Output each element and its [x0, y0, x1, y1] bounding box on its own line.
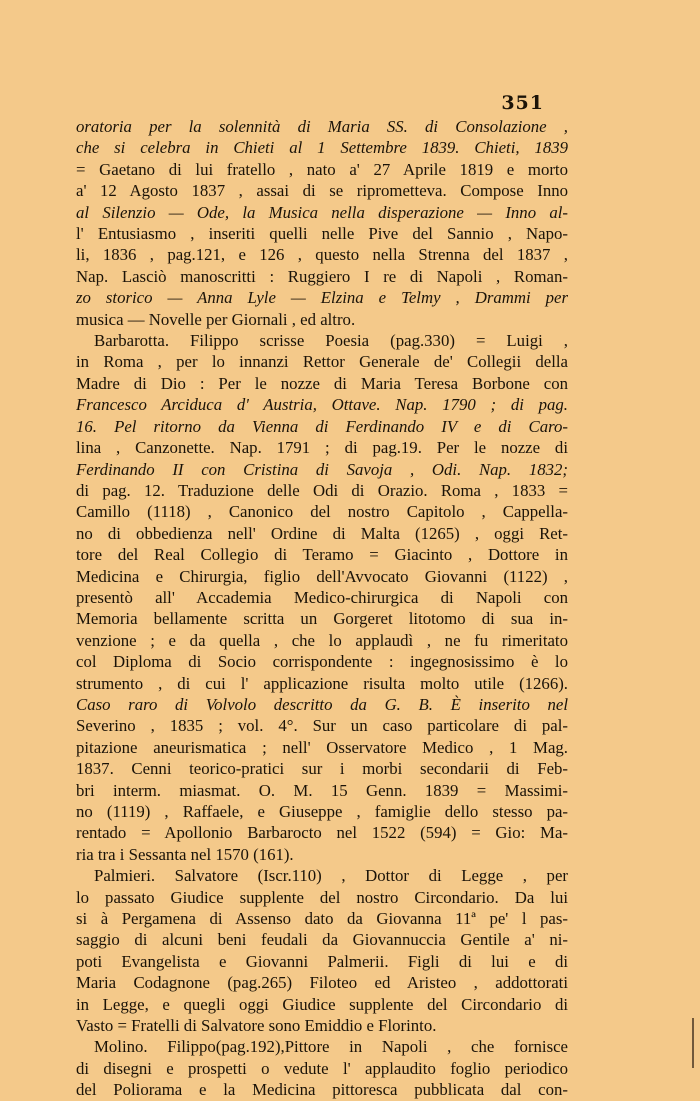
paragraph-1 — [76, 116, 568, 330]
text-line: musica — Novelle per Giornali , ed altro. — [76, 309, 356, 329]
text-line: Memoria bellamente scritta un Gorgeret litotomo di sua in- — [76, 609, 568, 629]
paragraph-3 — [76, 865, 568, 1036]
text-line: a' 12 Agosto 1837 , assai di se riprometteva. Compose Inno — [76, 181, 568, 201]
text-line: oratoria per la solennità di Maria SS. di Consolazione , — [76, 117, 568, 136]
text-line: 1837. Cenni teorico-pratici sur i morbi secondarii di Feb- — [76, 759, 568, 779]
text-line: al Silenzio — Ode, la Musica nella disperazione — Inno al- — [76, 202, 568, 222]
text-line: ria tra i Sessanta nel 1570 (161). — [76, 844, 294, 864]
text-line: tore del Real Collegio di Teramo = Giacinto , Dottore in — [76, 545, 568, 565]
text-line: saggio di alcuni beni feudali da Giovannuccia Gentile a' ni- — [76, 930, 568, 950]
text-line: no di obbedienza nell' Ordine di Malta (1265) , oggi Ret- — [76, 523, 568, 543]
text-line: Ferdinando II con Cristina di Savoja , Odi. Nap. 1832; — [76, 459, 568, 479]
text-line: Vasto = Fratelli di Salvatore sono Emiddio e Florinto. — [76, 1016, 437, 1036]
text-line: zo storico — Anna Lyle — Elzina e Telmy , Drammi per — [76, 288, 568, 308]
text-line: Caso raro di Volvolo descritto da G. B. È inserito nel — [76, 694, 568, 714]
text-line: di disegni e prospetti o vedute l' applaudito foglio periodico — [76, 1058, 568, 1078]
text-line: lo passato Giudice supplente del nostro Circondario. Da lui — [76, 887, 568, 907]
paragraph-4 — [76, 1036, 568, 1100]
text-line: Barbarotta. Filippo scrisse Poesia (pag.330) = Luigi , — [94, 331, 568, 351]
text-line: di pag. 12. Traduzione delle Odi di Orazio. Roma , 1833 = — [76, 480, 568, 500]
text-line: strumento , di cui l' applicazione risulta molto utile (1266). — [76, 673, 568, 693]
text-line: Severino , 1835 ; vol. 4°. Sur un caso particolare di pal- — [76, 716, 568, 736]
text-line: in Roma , per lo innanzi Rettor Generale de' Collegii della — [76, 352, 568, 372]
text-line: no (1119) , Raffaele, e Giuseppe , famiglie dello stesso pa- — [76, 802, 568, 821]
text-line: pitazione aneurismatica ; nell' Osservatore Medico , 1 Mag. — [76, 737, 568, 757]
text-line: del Poliorama e la Medicina pittoresca pubblicata dal con- — [76, 1080, 568, 1100]
text-line: Francesco Arciduca d' Austria, Ottave. Nap. 1790 ; di pag. — [76, 395, 568, 415]
text-line: Medicina e Chirurgia, figlio dell'Avvocato Giovanni (1122) , — [76, 566, 568, 586]
text-line: Madre di Dio : Per le nozze di Maria Teresa Borbone con — [76, 373, 568, 393]
text-line: che si celebra in Chieti al 1 Settembre 1839. Chieti, 1839 — [76, 138, 568, 158]
text-line: rentado = Apollonio Barbarocto nel 1522 (594) = Gio: Ma- — [76, 823, 568, 843]
text-line: in Legge, e quegli oggi Giudice supplente del Circondario di — [76, 994, 568, 1014]
text-line: Maria Codagnone (pag.265) Filoteo ed Aristeo , addottorati — [76, 973, 568, 993]
text-line: 16. Pel ritorno da Vienna di Ferdinando IV e di Caro- — [76, 416, 568, 436]
text-line: lina , Canzonette. Nap. 1791 ; di pag.19. Per le nozze di — [76, 438, 568, 458]
text-line: col Diploma di Socio corrispondente : ingegnosissimo è lo — [76, 652, 568, 672]
body-text — [76, 116, 568, 1101]
page-number: 351 — [501, 92, 544, 114]
text-line: venzione ; e da quella , che lo applaudì , ne fu rimeritato — [76, 630, 568, 650]
text-line: Nap. Lasciò manoscritti : Ruggiero I re di Napoli , Roman- — [76, 266, 568, 286]
text-line: = Gaetano di lui fratello , nato a' 27 Aprile 1819 e morto — [76, 159, 568, 179]
page-edge-mark — [692, 1018, 694, 1068]
text-line: presentò all' Accademia Medico-chirurgica di Napoli con — [76, 587, 568, 607]
text-line: Camillo (1118) , Canonico del nostro Capitolo , Cappella- — [76, 502, 568, 522]
paragraph-2 — [76, 330, 568, 865]
text-line: Palmieri. Salvatore (Iscr.110) , Dottor di Legge , per — [94, 866, 568, 886]
text-line: Molino. Filippo(pag.192),Pittore in Napoli , che fornisce — [94, 1037, 568, 1057]
text-line: li, 1836 , pag.121, e 126 , questo nella Strenna del 1837 , — [76, 245, 568, 265]
text-line: si à Pergamena di Assenso dato da Giovanna 11ª pe' l pas- — [76, 909, 568, 929]
text-line: poti Evangelista e Giovanni Palmerii. Figli di lui e di — [76, 951, 568, 971]
text-line: l' Entusiasmo , inseriti quelli nelle Pive del Sannio , Napo- — [76, 224, 568, 244]
text-line: bri interm. miasmat. O. M. 15 Genn. 1839 = Massimi- — [76, 780, 568, 800]
